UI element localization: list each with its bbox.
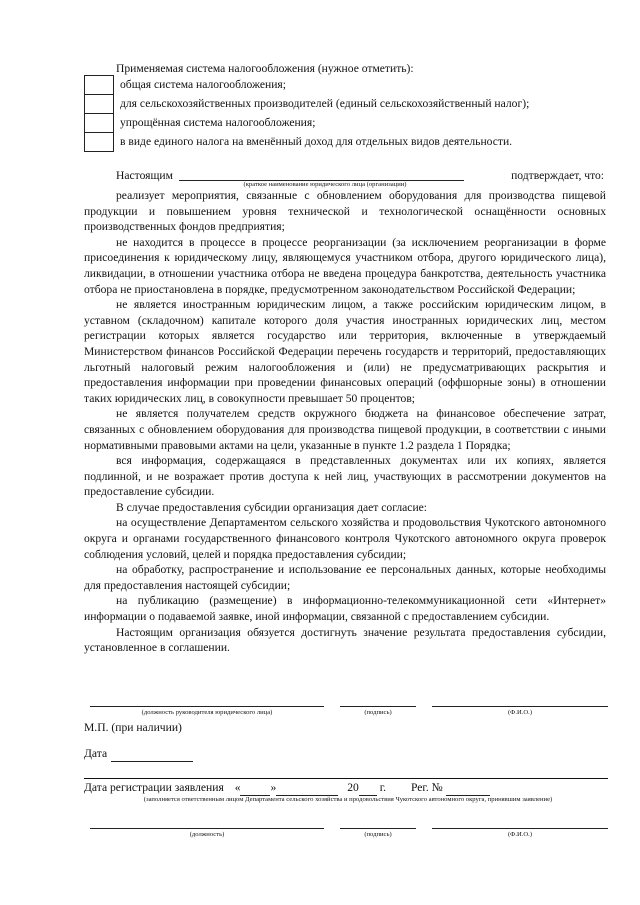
registration-day-field[interactable] [240,784,270,796]
tax-option-row [85,95,604,114]
tax-option-row [85,114,604,133]
declaration-paragraph: не является получателем средств окружного бюджета на финансовое обеспечение затрат, связанных с обновлением оборудования для производства пищевой продукции, в соответствии с иными нормативными правовыми актами на цели, указанные в пункте 1.2 раздела 1 Порядка; [84,407,606,452]
tax-option-row [85,76,604,95]
registration-close-quote: » [270,781,277,794]
tax-option-checkbox-imputed[interactable] [85,133,114,152]
officer-signature-field[interactable] [340,828,416,829]
declaration-paragraph: не находится в процессе в процессе реорганизации (за исключением реорганизации в форме присоединения к юридическому лицу, являющемуся участником отбора, другого юридического лица), ликвидации, в отношении участника отбора не введена процедура банкротства, деятельность участника отбора не приостановлена в порядке, предусмотренном законодательством Российской Федерации; [84,235,606,296]
obligation-paragraph: Настоящим организация обязуется достигнуть значение результата предоставления субсидии, установленное в соглашении. [84,625,606,655]
registration-label: Дата регистрации заявления [84,781,224,794]
tax-option-label: в виде единого налога на вменённый доход для отдельных видов деятельности. [120,135,513,148]
officer-position-caption: (должность) [189,831,225,838]
tax-option-label: упрощённая система налогообложения; [120,116,316,129]
tax-option-checkbox-general[interactable] [85,76,114,95]
officer-signature-caption: (подпись) [364,831,392,838]
registration-year-field[interactable] [359,784,377,796]
head-signature-field[interactable] [340,706,416,707]
officer-position-field[interactable] [90,828,324,829]
consent-paragraph: на публикацию (размещение) в информационно-телекоммуникационной сети «Интернет» информации о подаваемой заявке, иной информации, связанной с предоставлением субсидии. [84,594,606,624]
seal-label: М.П. (при наличии) [84,721,182,734]
consent-intro: В случае предоставления субсидии организация дает согласие: [116,500,428,514]
declaration-paragraph: вся информация, содержащаяся в представленных документах или их копиях, является подлинной, и не возражает против доступа к ней лиц, участвующих в рассмотрении документов на предоставление субсидии. [84,454,606,499]
tax-system-title: Применяемая система налогообложения (нужное отметить): [116,62,414,75]
registration-open-quote: « [234,781,241,794]
head-position-field[interactable] [90,706,324,707]
registration-number-field[interactable] [446,784,490,796]
confirm-suffix: подтверждает, что: [511,169,604,182]
head-signature-caption: (подпись) [364,709,392,716]
confirm-prefix: Настоящим [116,169,173,182]
registration-caption: (заполняется ответственным лицом Департамента сельского хозяйства и продовольствия Чукотского автономного округа, принявшим заявление) [143,796,553,803]
head-name-field[interactable] [432,706,608,707]
officer-name-field[interactable] [432,828,608,829]
date-label: Дата [84,747,108,760]
head-position-caption: (должность руководителя юридического лица) [141,709,273,716]
organization-name-caption: (краткое наименование юридического лица (организации) [243,181,407,188]
date-row [84,746,193,762]
tax-option-label: общая система налогообложения; [120,78,286,91]
head-name-caption: (Ф.И.О.) [507,709,533,716]
section-divider [84,778,608,779]
consent-paragraph: на осуществление Департаментом сельского хозяйства и продовольствия Чукотского автономного округа и органами государственного финансового контроля Чукотского автономного округа проверок соблюдения условий, целей и порядка предоставления субсидии; [84,516,606,561]
consent-paragraph: на обработку, распространение и использование ее персональных данных, которые необходимы для предоставления настоящей субсидии; [84,563,606,592]
declaration-paragraph: реализует мероприятия, связанные с обновлением оборудования для производства пищевой продукции и повышением уровня технической и технологической оснащённости основных производственных фондов предприятия; [84,189,606,234]
tax-system-table [84,75,604,152]
registration-month-field[interactable] [276,784,338,796]
tax-option-checkbox-agricultural[interactable] [85,95,114,114]
declarations-body [84,188,606,656]
tax-option-label: для сельскохозяйственных производителей (единый сельскохозяйственный налог); [120,97,530,110]
registration-row [84,780,606,796]
registration-year-prefix: 20 [347,781,359,794]
date-field[interactable] [111,750,193,762]
officer-name-caption: (Ф.И.О.) [507,831,533,838]
tax-option-checkbox-simplified[interactable] [85,114,114,133]
registration-year-suffix: г. [379,781,387,794]
tax-option-row [85,133,604,152]
registration-number-label: Рег. № [410,781,443,794]
declaration-paragraph: не является иностранным юридическим лицом, а также российским юридическим лицом, в уставном (складочном) капитале которого доля участия иностранных юридических лиц, местом регистрации которых является государство или территория, включенные в утверждаемый Министерством финансов Российской Федерации перечень государств и территорий, предоставляющих льготный налоговый режим налогообложения и (или) не предусматривающих раскрытия и предоставления информации при проведении финансовых операций (оффшорные зоны) в отношении таких юридических лиц, в совокупности превышает 50 процентов; [84,298,606,405]
